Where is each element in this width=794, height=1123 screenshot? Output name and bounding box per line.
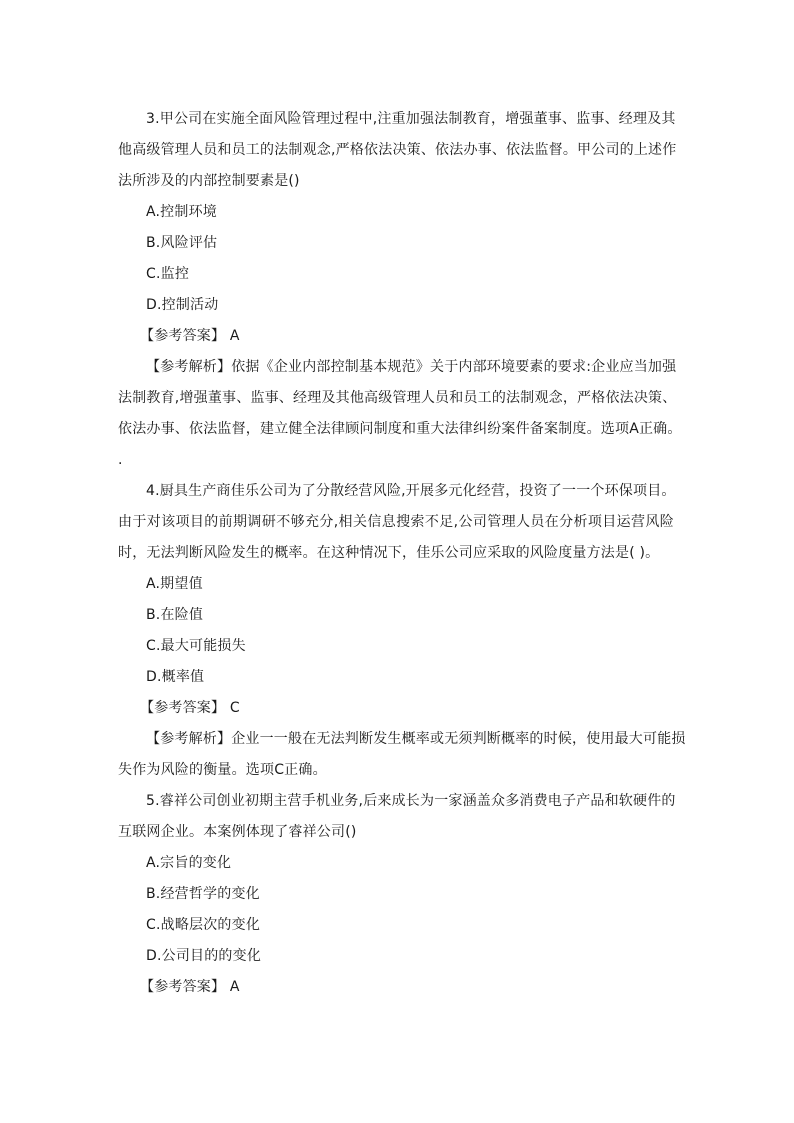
option-b: B.风险评估 xyxy=(146,235,218,251)
question-stem-line: 5.睿祥公司创业初期主营手机业务,后来成长为一家涵盖众多消费电子产品和软硬件的 xyxy=(146,793,676,809)
analysis-line: 【参考解析】依据《企业内部控制基本规范》关于内部环境要素的要求:企业应当加强 xyxy=(146,359,677,375)
option-d: D.控制活动 xyxy=(146,297,219,313)
reference-answer: 【参考答案】 A xyxy=(140,328,240,344)
question-stem-line: 3.甲公司在实施全面风险管理过程中,注重加强法制教育，增强董事、监事、经理及其 xyxy=(146,111,676,127)
question-4 xyxy=(118,476,686,786)
analysis-line: 【参考解析】企业一一般在无法判断发生概率或无须判断概率的时候，使用最大可能损 xyxy=(146,731,686,747)
option-d: D.公司目的的变化 xyxy=(146,948,262,964)
option-c: C.监控 xyxy=(146,266,190,282)
option-c: C.最大可能损失 xyxy=(146,638,246,654)
reference-answer: 【参考答案】 A xyxy=(140,979,240,995)
option-d: D.概率值 xyxy=(146,669,205,685)
trailing-mark: . xyxy=(118,452,123,468)
option-b: B.经营哲学的变化 xyxy=(146,886,260,902)
question-stem-line: 4.厨具生产商佳乐公司为了分散经营风险,开展多元化经营，投资了一一个环保项目。 xyxy=(146,483,676,499)
option-a: A.期望值 xyxy=(146,576,203,592)
question-stem-line: 互联网企业。本案例体现了睿祥公司() xyxy=(118,824,357,840)
question-stem-line: 他高级管理人员和员工的法制观念,严格依法决策、依法办事、依法监督。甲公司的上述作 xyxy=(118,142,677,158)
question-stem-line: 时，无法判断风险发生的概率。在这种情况下，佳乐公司应采取的风险度量方法是( )。 xyxy=(118,545,660,561)
option-b: B.在险值 xyxy=(146,607,204,623)
analysis-line: 依法办事、依法监督，建立健全法律顾问制度和重大法律纠纷案件备案制度。选项A正确。 xyxy=(118,421,682,437)
question-stem-line: 法所涉及的内部控制要素是() xyxy=(118,173,300,189)
document-page xyxy=(118,104,686,1003)
option-c: C.战略层次的变化 xyxy=(146,917,261,933)
analysis-line: 失作为风险的衡量。选项C正确。 xyxy=(118,762,327,778)
question-5 xyxy=(118,786,674,1003)
option-a: A.控制环境 xyxy=(146,204,217,220)
analysis-line: 法制教育,增强董事、监事、经理及其他高级管理人员和员工的法制观念，严格依法决策、 xyxy=(118,390,677,406)
reference-answer: 【参考答案】 C xyxy=(140,700,240,716)
option-a: A.宗旨的变化 xyxy=(146,855,232,871)
question-stem-line: 由于对该项目的前期调研不够充分,相关信息搜索不足,公司管理人员在分析项目运营风险 xyxy=(118,514,674,530)
question-3 xyxy=(118,104,682,476)
